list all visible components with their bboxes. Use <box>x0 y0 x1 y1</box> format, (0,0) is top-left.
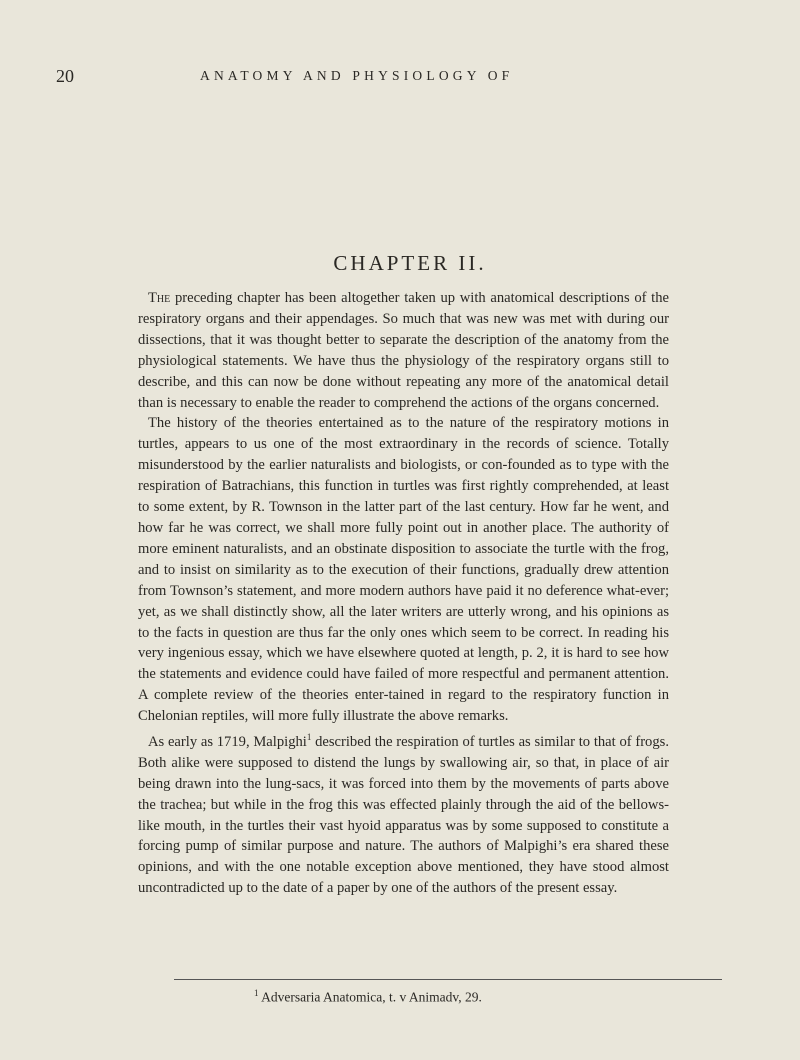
paragraph-1-text: preceding chapter has been altogether taken up with anatomical descriptions of the respiratory organs and their appendages. So much that was new was met with during our dissections, that it was thought better to separate the description of the anatomy from the physiological statements. We have thus the physiology of the respiratory organs still to describe, and this can now be done without repeating any more of the anatomical detail than is necessary to enable the reader to comprehend the actions of the organs concerned. <box>138 290 669 411</box>
paragraph-lead-word: The <box>148 290 171 306</box>
footnote <box>254 988 482 1006</box>
chapter-title: CHAPTER II. <box>333 251 487 275</box>
paragraph-3-rest: described the respiration of turtles as similar to that of frogs. Both alike were supposed to distend the lungs by swallowing air, so that, in place of air being drawn into the lung-sacs, it was forced into them by the movements of parts above the trachea; but while in the frog this was effected plainly through the aid of the bellows-like mouth, in the turtles their vast hyoid apparatus was by some supposed to constitute a forcing pump of similar purpose and nature. The authors of Malpighi’s era shared these opinions, and with the one notable exception above mentioned, they have stood almost uncontradicted up to the date of a paper by one of the authors of the present essay. <box>138 733 669 897</box>
body-text <box>138 288 669 899</box>
footnote-mark: 1 <box>254 988 259 998</box>
paragraph-1 <box>138 288 669 413</box>
paragraph-3 <box>138 727 669 899</box>
paragraph-3-start: As early as 1719, Malpighi <box>148 733 307 750</box>
paragraph-2: The history of the theories entertained as to the nature of the respiratory motions in turtles, appears to us one of the most extraordinary in the records of science. Totally misunderstood by the earlier naturalists and biologists, or con-founded as to type with the respiration of Batrachians, this function in turtles was first rightly comprehended, at least to some extent, by R. Townson in the latter part of the last century. How far he went, and how far he was correct, we shall more fully point out in another place. The authority of more eminent naturalists, and an obstinate disposition to associate the turtle with the frog, and to insist on similarity as to the execution of their functions, gradually drew attention from Townson’s statement, and more modern authors have paid it no deference what-ever; yet, as we shall distinctly show, all the later writers are utterly wrong, and his opinions as to the facts in question are thus far the only ones which seem to be correct. In reading his very ingenious essay, which we have elsewhere quoted at length, p. 2, it is hard to see how the statements and evidence could have failed of more respectful and permanent attention. A complete review of the theories enter-tained in regard to the respiratory function in Chelonian reptiles, will more fully illustrate the above remarks. <box>138 415 669 725</box>
footnote-reference: 1 <box>306 732 312 743</box>
footnote-divider <box>174 979 722 980</box>
page-number: 20 <box>56 66 74 86</box>
footnote-text: Adversaria Anatomica, t. v Animadv, 29. <box>258 989 482 1005</box>
running-head: ANATOMY AND PHYSIOLOGY OF <box>200 68 514 83</box>
